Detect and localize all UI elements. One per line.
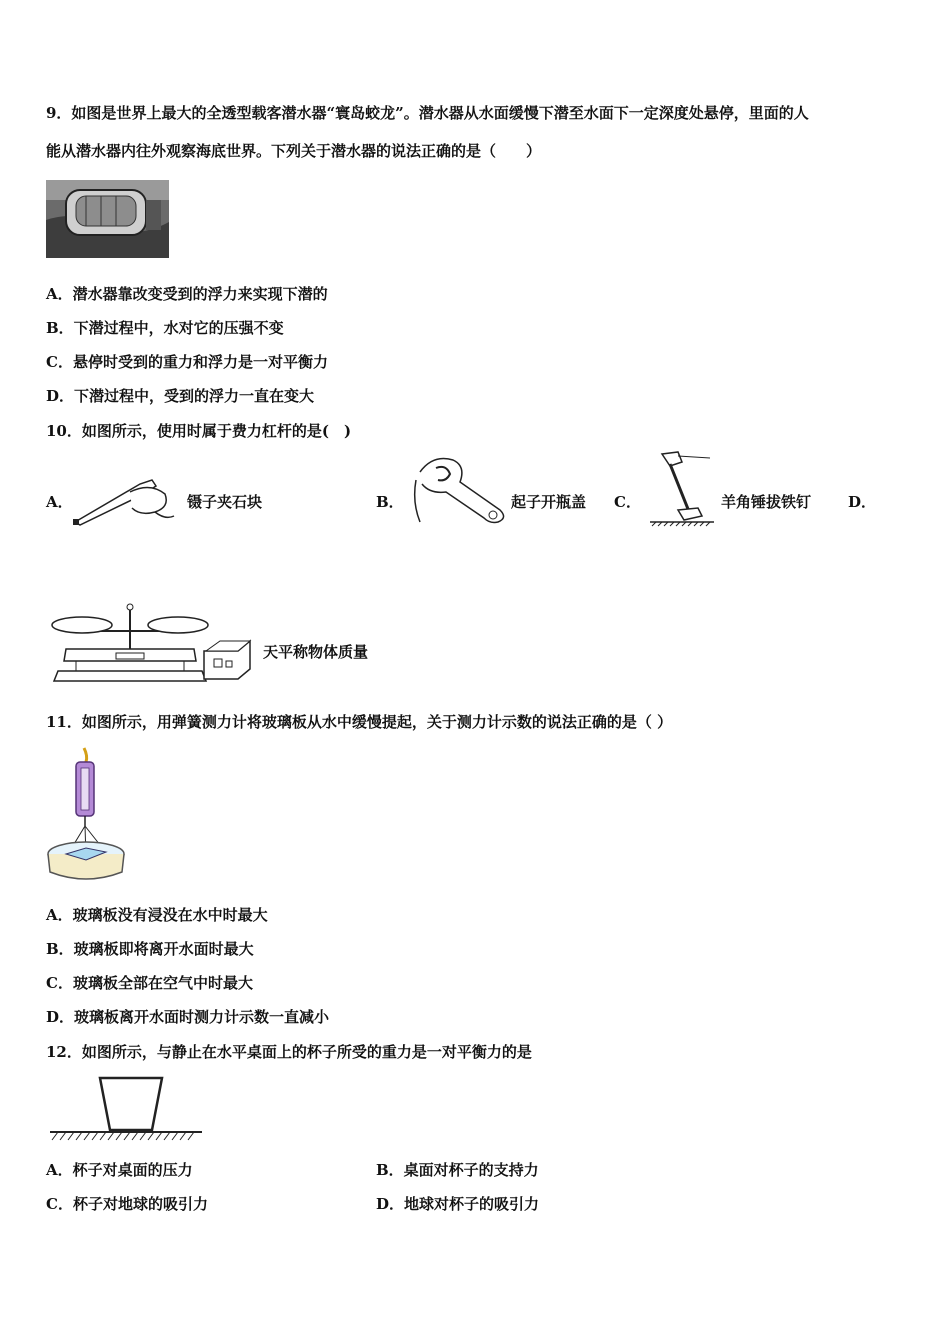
q11-stem: 11．如图所示，用弹簧测力计将玻璃板从水中缓慢提起，关于测力计示数的说法正确的是（ ） [46,713,673,731]
q9-option-c: C．悬停时受到的重力和浮力是一对平衡力 [46,353,328,371]
q11-option-c: C．玻璃板全部在空气中时最大 [46,974,253,992]
balance-scale-illustration [46,601,254,687]
q12-option-c: C．杯子对地球的吸引力 [46,1195,208,1213]
q11-option-d: D．玻璃板离开水面时测力计示数一直减小 [46,1008,330,1026]
submersible-photo [46,180,169,258]
q9-option-d: D．下潜过程中，受到的浮力一直在变大 [46,387,315,405]
q9-option-a: A．潜水器靠改变受到的浮力来实现下潜的 [46,285,328,303]
claw-hammer-illustration [648,450,716,528]
bottle-opener-illustration [408,452,508,524]
q10-label-b: B． [376,493,404,511]
q10-caption-c: 羊角锤拔铁钉 [721,493,812,511]
spring-scale-illustration [46,746,130,886]
q10-stem: 10．如图所示，使用时属于费力杠杆的是( ) [46,422,352,440]
q10-label-a: A． [46,493,73,511]
q11-option-a: A．玻璃板没有浸没在水中时最大 [46,906,268,924]
q12-option-a: A．杯子对桌面的压力 [46,1161,193,1179]
q10-label-c: C． [614,493,641,511]
q9-stem-line1: 9．如图是世界上最大的全透型载客潜水器“寰岛蛟龙”。潜水器从水面缓慢下潜至水面下一定深度处悬停，里面的人 [46,104,809,122]
q10-caption-b: 起子开瓶盖 [511,493,587,511]
q12-option-b: B．桌面对杯子的支持力 [376,1161,539,1179]
q10-label-d: D． [848,493,877,511]
cup-on-table-illustration [48,1076,204,1144]
q11-option-b: B．玻璃板即将离开水面时最大 [46,940,254,958]
q12-stem: 12．如图所示，与静止在水平桌面上的杯子所受的重力是一对平衡力的是 [46,1043,532,1061]
tweezers-illustration [70,472,175,527]
q10-caption-a: 镊子夹石块 [187,493,263,511]
q10-caption-d: 天平称物体质量 [263,643,369,661]
q12-option-d: D．地球对杯子的吸引力 [376,1195,540,1213]
q9-option-b: B．下潜过程中，水对它的压强不变 [46,319,284,337]
q9-stem-line2: 能从潜水器内往外观察海底世界。下列关于潜水器的说法正确的是（ ） [46,142,542,160]
